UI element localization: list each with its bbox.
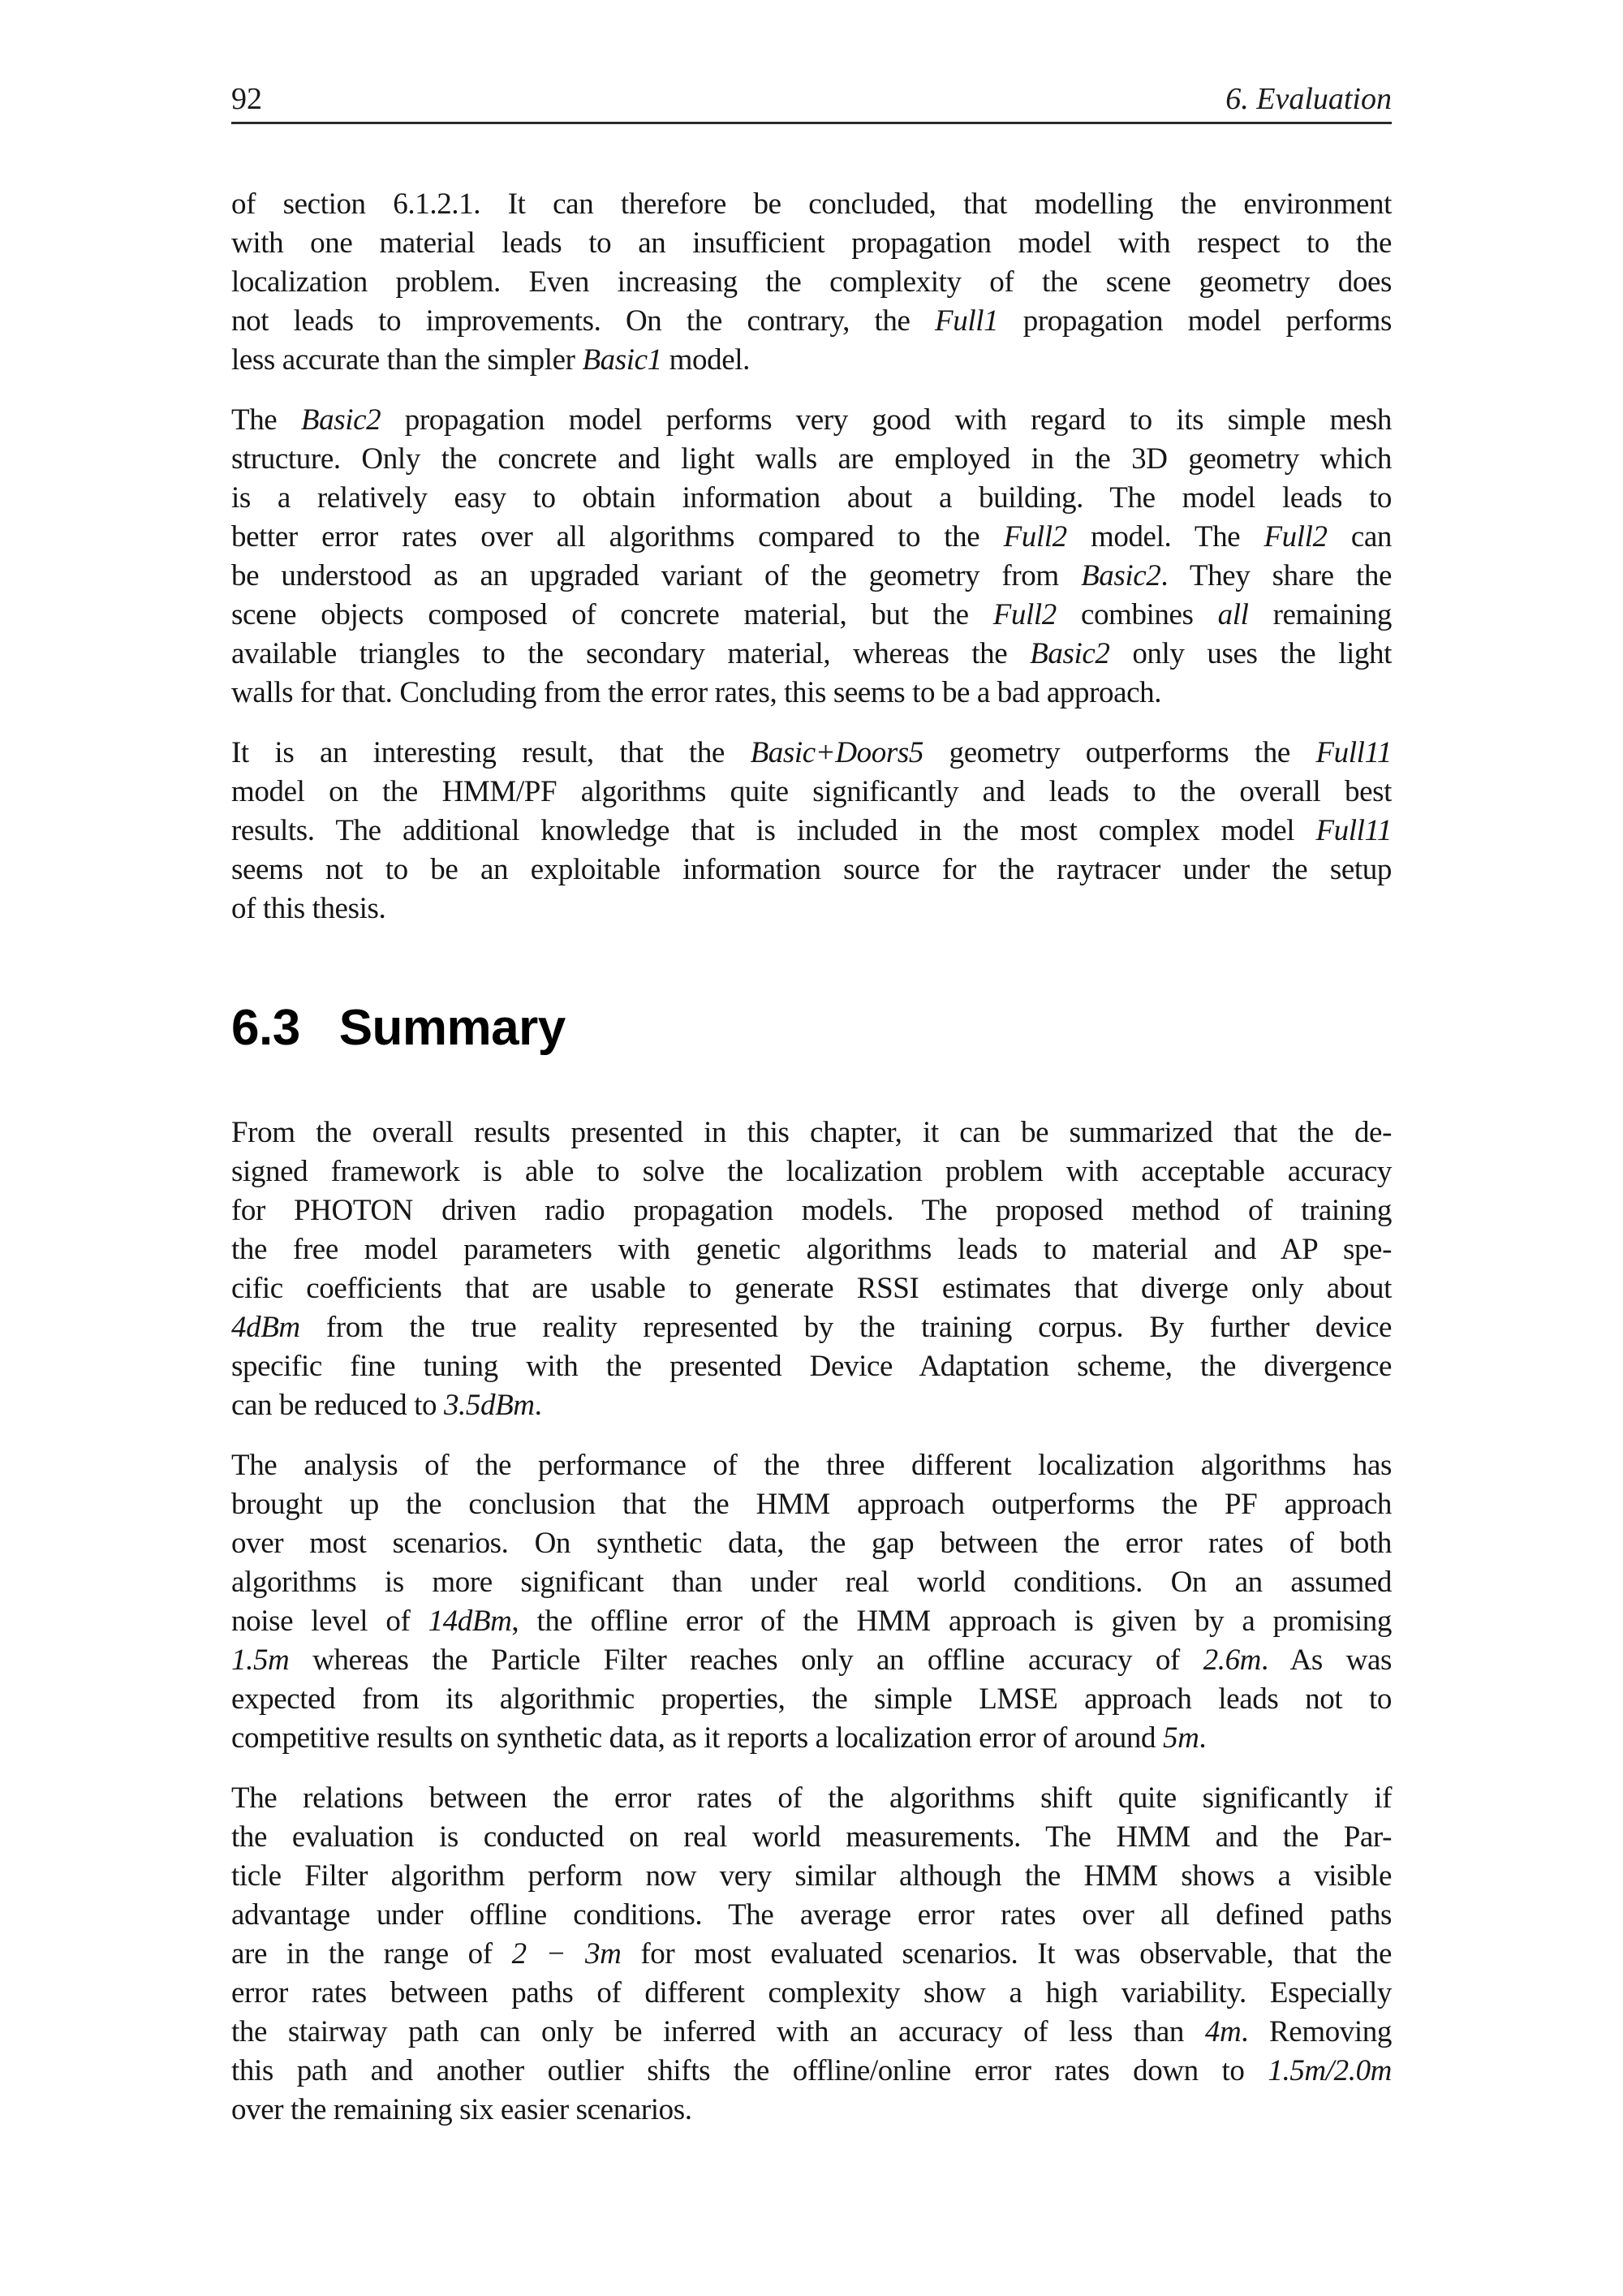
emphasis-text: Full11 <box>1315 736 1392 769</box>
text-line <box>231 1818 1392 1857</box>
body-text: the evaluation is conducted on real world measurements. The HMM and the Par- <box>231 1820 1392 1854</box>
text-line <box>231 635 1392 674</box>
emphasis-text: Basic2 <box>300 403 381 437</box>
paragraph <box>231 1114 1392 1425</box>
body-text: for most evaluated scenarios. It was observable, that the <box>621 1937 1392 1971</box>
body-text: , the offline error of the HMM approach is given by a promising <box>511 1605 1392 1638</box>
emphasis-text: Full2 <box>992 598 1057 631</box>
text-line <box>231 1974 1392 2013</box>
emphasis-text: 4dBm <box>231 1311 300 1344</box>
body-text: whereas the Particle Filter reaches only an offline accuracy of <box>289 1643 1203 1677</box>
text-line <box>231 440 1392 479</box>
page-number: 92 <box>231 82 262 116</box>
text-line <box>231 401 1392 440</box>
text-line <box>231 1641 1392 1680</box>
text-line <box>231 1779 1392 1818</box>
text-line <box>231 1680 1392 1719</box>
emphasis-text: Basic+Doors5 <box>750 736 923 769</box>
body-text: walls for that. Concluding from the error rates, this seems to be a bad approach. <box>231 676 1162 709</box>
page-header <box>231 81 1392 117</box>
body-text: are in the range of <box>231 1937 512 1971</box>
text-line <box>231 341 1392 380</box>
emphasis-text: Basic1 <box>582 343 662 377</box>
body-text: propagation model performs <box>998 304 1392 338</box>
body-text: . They share the <box>1160 559 1392 592</box>
body-text: structure. Only the concrete and light walls are employed in the 3D geometry which <box>231 442 1392 476</box>
text-line <box>231 851 1392 890</box>
text-line <box>231 1269 1392 1308</box>
body-text: over most scenarios. On synthetic data, the gap between the error rates of both <box>231 1527 1392 1560</box>
text-line <box>231 1386 1392 1425</box>
emphasis-text: 2 − 3m <box>511 1937 622 1971</box>
paragraph <box>231 401 1392 713</box>
text-line <box>231 1602 1392 1641</box>
text-line <box>231 1935 1392 1974</box>
body-text: can <box>1327 520 1393 554</box>
text-line <box>231 812 1392 851</box>
body-text: . Removing <box>1241 2015 1392 2048</box>
emphasis-text: Full2 <box>1003 520 1067 554</box>
body-text: propagation model performs very good with regard to its simple mesh <box>381 403 1392 437</box>
text-line <box>231 1191 1392 1230</box>
body-text: the stairway path can only be inferred with an accuracy of less than <box>231 2015 1205 2048</box>
emphasis-text: 1.5m/2.0m <box>1268 2054 1392 2087</box>
body-text: cific coefficients that are usable to generate RSSI estimates that diverge only about <box>231 1272 1392 1305</box>
body-text: ticle Filter algorithm perform now very similar although the HMM shows a visible <box>231 1859 1392 1893</box>
text-line <box>231 224 1392 263</box>
body-text: From the overall results presented in this chapter, it can be summarized that the de- <box>231 1116 1392 1149</box>
emphasis-text: 4m <box>1204 2015 1242 2048</box>
text-line <box>231 596 1392 635</box>
body-text: model. <box>661 343 750 377</box>
body-text: results. The additional knowledge that is included in the most complex model <box>231 814 1316 847</box>
section-title: Summary <box>338 1000 566 1056</box>
emphasis-text: Full1 <box>935 304 999 338</box>
section-heading <box>231 1002 566 1055</box>
text-line <box>231 2013 1392 2052</box>
body-text: seems not to be an exploitable information source for the raytracer under the setup <box>231 853 1392 886</box>
body-text: is a relatively easy to obtain information about a building. The model leads to <box>231 481 1392 515</box>
emphasis-text: Basic2 <box>1030 637 1110 670</box>
text-line <box>231 2052 1392 2091</box>
body-text: not leads to improvements. On the contrary, the <box>231 304 936 338</box>
text-line <box>231 734 1392 773</box>
body-text: only uses the light <box>1109 637 1392 670</box>
text-line <box>231 2091 1392 2130</box>
text-line <box>231 302 1392 341</box>
body-text: available triangles to the secondary material, whereas the <box>231 637 1031 670</box>
body-text: The <box>231 403 301 437</box>
emphasis-text: 1.5m <box>231 1643 290 1677</box>
emphasis-text: Full2 <box>1264 520 1328 554</box>
paragraph <box>231 185 1392 380</box>
text-line <box>231 557 1392 596</box>
body-text: scene objects composed of concrete material, but the <box>231 598 993 631</box>
body-text: . <box>1199 1721 1207 1755</box>
body-text: can be reduced to <box>231 1389 444 1422</box>
body-text: remaining <box>1248 598 1392 631</box>
body-text: combines <box>1056 598 1218 631</box>
body-text: signed framework is able to solve the localization problem with acceptable accuracy <box>231 1155 1392 1188</box>
body-text: from the true reality represented by the training corpus. By further device <box>299 1311 1392 1344</box>
text-line <box>231 1347 1392 1386</box>
paragraph <box>231 734 1392 928</box>
text-line <box>231 773 1392 812</box>
body-text: . <box>534 1389 542 1422</box>
text-line <box>231 263 1392 302</box>
body-text: It is an interesting result, that the <box>231 736 751 769</box>
body-text: with one material leads to an insufficient propagation model with respect to the <box>231 226 1392 260</box>
body-text: over the remaining six easier scenarios. <box>231 2093 692 2126</box>
body-text: error rates between paths of different complexity show a high variability. Especially <box>231 1976 1392 2010</box>
body-text: noise level of <box>231 1605 428 1638</box>
body-text: algorithms is more significant than under real world conditions. On an assumed <box>231 1566 1392 1599</box>
text-line <box>231 1719 1392 1758</box>
header-rule <box>231 122 1392 124</box>
body-text: . As was <box>1261 1643 1393 1677</box>
body-text: The relations between the error rates of the algorithms shift quite significantly if <box>231 1781 1392 1815</box>
body-text: of this thesis. <box>231 892 386 925</box>
body-text: localization problem. Even increasing the complexity of the scene geometry does <box>231 265 1392 299</box>
body-text: better error rates over all algorithms compared to the <box>231 520 1004 554</box>
emphasis-text: 3.5dBm <box>443 1389 535 1422</box>
body-text: this path and another outlier shifts the offline/online error rates down to <box>231 2054 1268 2087</box>
text-line <box>231 890 1392 928</box>
text-line <box>231 1114 1392 1152</box>
body-text: model on the HMM/PF algorithms quite significantly and leads to the overall best <box>231 775 1392 808</box>
text-line <box>231 1563 1392 1602</box>
body-text: specific fine tuning with the presented Device Adaptation scheme, the divergence <box>231 1350 1392 1383</box>
text-line <box>231 1485 1392 1524</box>
body-text: less accurate than the simpler <box>231 343 583 377</box>
emphasis-text: Full11 <box>1315 814 1392 847</box>
section-number: 6.3 <box>231 1000 300 1056</box>
text-line <box>231 674 1392 713</box>
emphasis-text: 14dBm <box>428 1605 512 1638</box>
text-line <box>231 1308 1392 1347</box>
body-text: expected from its algorithmic properties, the simple LMSE approach leads not to <box>231 1682 1392 1716</box>
emphasis-text: Basic2 <box>1081 559 1161 592</box>
text-line <box>231 1857 1392 1896</box>
body-text: competitive results on synthetic data, as it reports a localization error of around <box>231 1721 1163 1755</box>
chapter-mark: 6. Evaluation <box>1225 82 1392 116</box>
body-text: the free model parameters with genetic algorithms leads to material and AP spe- <box>231 1233 1392 1266</box>
body-text: brought up the conclusion that the HMM approach outperforms the PF approach <box>231 1488 1392 1521</box>
text-line <box>231 479 1392 518</box>
body-text: geometry outperforms the <box>923 736 1316 769</box>
body-text: The analysis of the performance of the three different localization algorithms has <box>231 1449 1392 1482</box>
emphasis-text: all <box>1217 598 1249 631</box>
body-text: for PHOTON driven radio propagation models. The proposed method of training <box>231 1194 1392 1227</box>
text-line <box>231 1446 1392 1485</box>
text-line <box>231 1524 1392 1563</box>
body-text: advantage under offline conditions. The average error rates over all defined paths <box>231 1898 1392 1932</box>
paragraph <box>231 1779 1392 2130</box>
text-line <box>231 518 1392 557</box>
text-line <box>231 1230 1392 1269</box>
body-text: model. The <box>1066 520 1264 554</box>
text-line <box>231 1896 1392 1935</box>
emphasis-text: 5m <box>1162 1721 1199 1755</box>
text-line <box>231 1152 1392 1191</box>
emphasis-text: 2.6m <box>1203 1643 1261 1677</box>
body-text: of section 6.1.2.1. It can therefore be concluded, that modelling the environment <box>231 187 1392 221</box>
text-line <box>231 185 1392 224</box>
paragraph <box>231 1446 1392 1758</box>
body-text: be understood as an upgraded variant of the geometry from <box>231 559 1082 592</box>
